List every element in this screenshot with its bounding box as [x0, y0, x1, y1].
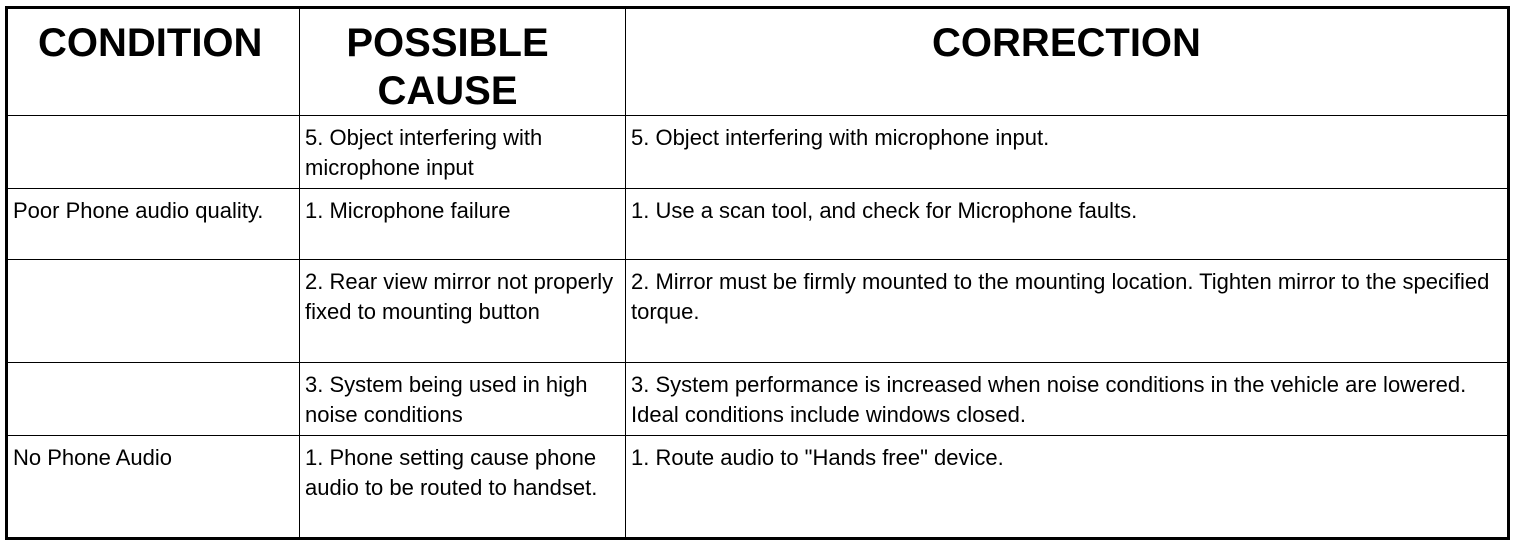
correction-text: 1. Use a scan tool, and check for Microphone faults. — [631, 198, 1138, 223]
cause-cell — [300, 260, 626, 363]
condition-text: No Phone Audio — [13, 445, 173, 470]
condition-cell — [7, 260, 300, 363]
table-row — [7, 436, 1509, 539]
correction-text: 2. Mirror must be firmly mounted to the mounting location. Tighten mirror to the specified torque. — [631, 269, 1490, 324]
correction-cell — [626, 436, 1509, 539]
correction-cell — [626, 260, 1509, 363]
correction-cell — [626, 189, 1509, 260]
table-row — [7, 260, 1509, 363]
condition-cell — [7, 363, 300, 436]
condition-cell — [7, 189, 300, 260]
condition-cell — [7, 116, 300, 189]
header-possible-cause: POSSIBLE CAUSE — [300, 8, 626, 116]
correction-text: 1. Route audio to "Hands free" device. — [631, 445, 1004, 470]
condition-text: Poor Phone audio quality. — [13, 198, 264, 223]
table-row — [7, 116, 1509, 189]
cause-text: 5. Object interfering with microphone input — [305, 125, 543, 180]
cause-text: 3. System being used in high noise conditions — [305, 372, 588, 427]
header-row — [7, 8, 1509, 116]
cause-cell — [300, 116, 626, 189]
cause-text: 2. Rear view mirror not properly fixed to mounting button — [305, 269, 614, 324]
cause-cell — [300, 363, 626, 436]
cause-text: 1. Microphone failure — [305, 198, 511, 223]
correction-text: 3. System performance is increased when noise conditions in the vehicle are lowered. Ideal conditions include windows closed. — [631, 372, 1467, 427]
diagnosis-table — [5, 6, 1510, 540]
table-row — [7, 189, 1509, 260]
cause-cell — [300, 436, 626, 539]
condition-cell — [7, 436, 300, 539]
table-row — [7, 363, 1509, 436]
cause-cell — [300, 189, 626, 260]
cause-text: 1. Phone setting cause phone audio to be routed to handset. — [305, 445, 598, 500]
correction-cell — [626, 116, 1509, 189]
correction-text: 5. Object interfering with microphone input. — [631, 125, 1050, 150]
correction-cell — [626, 363, 1509, 436]
header-condition: CONDITION — [7, 8, 300, 116]
header-correction: CORRECTION — [626, 8, 1509, 116]
